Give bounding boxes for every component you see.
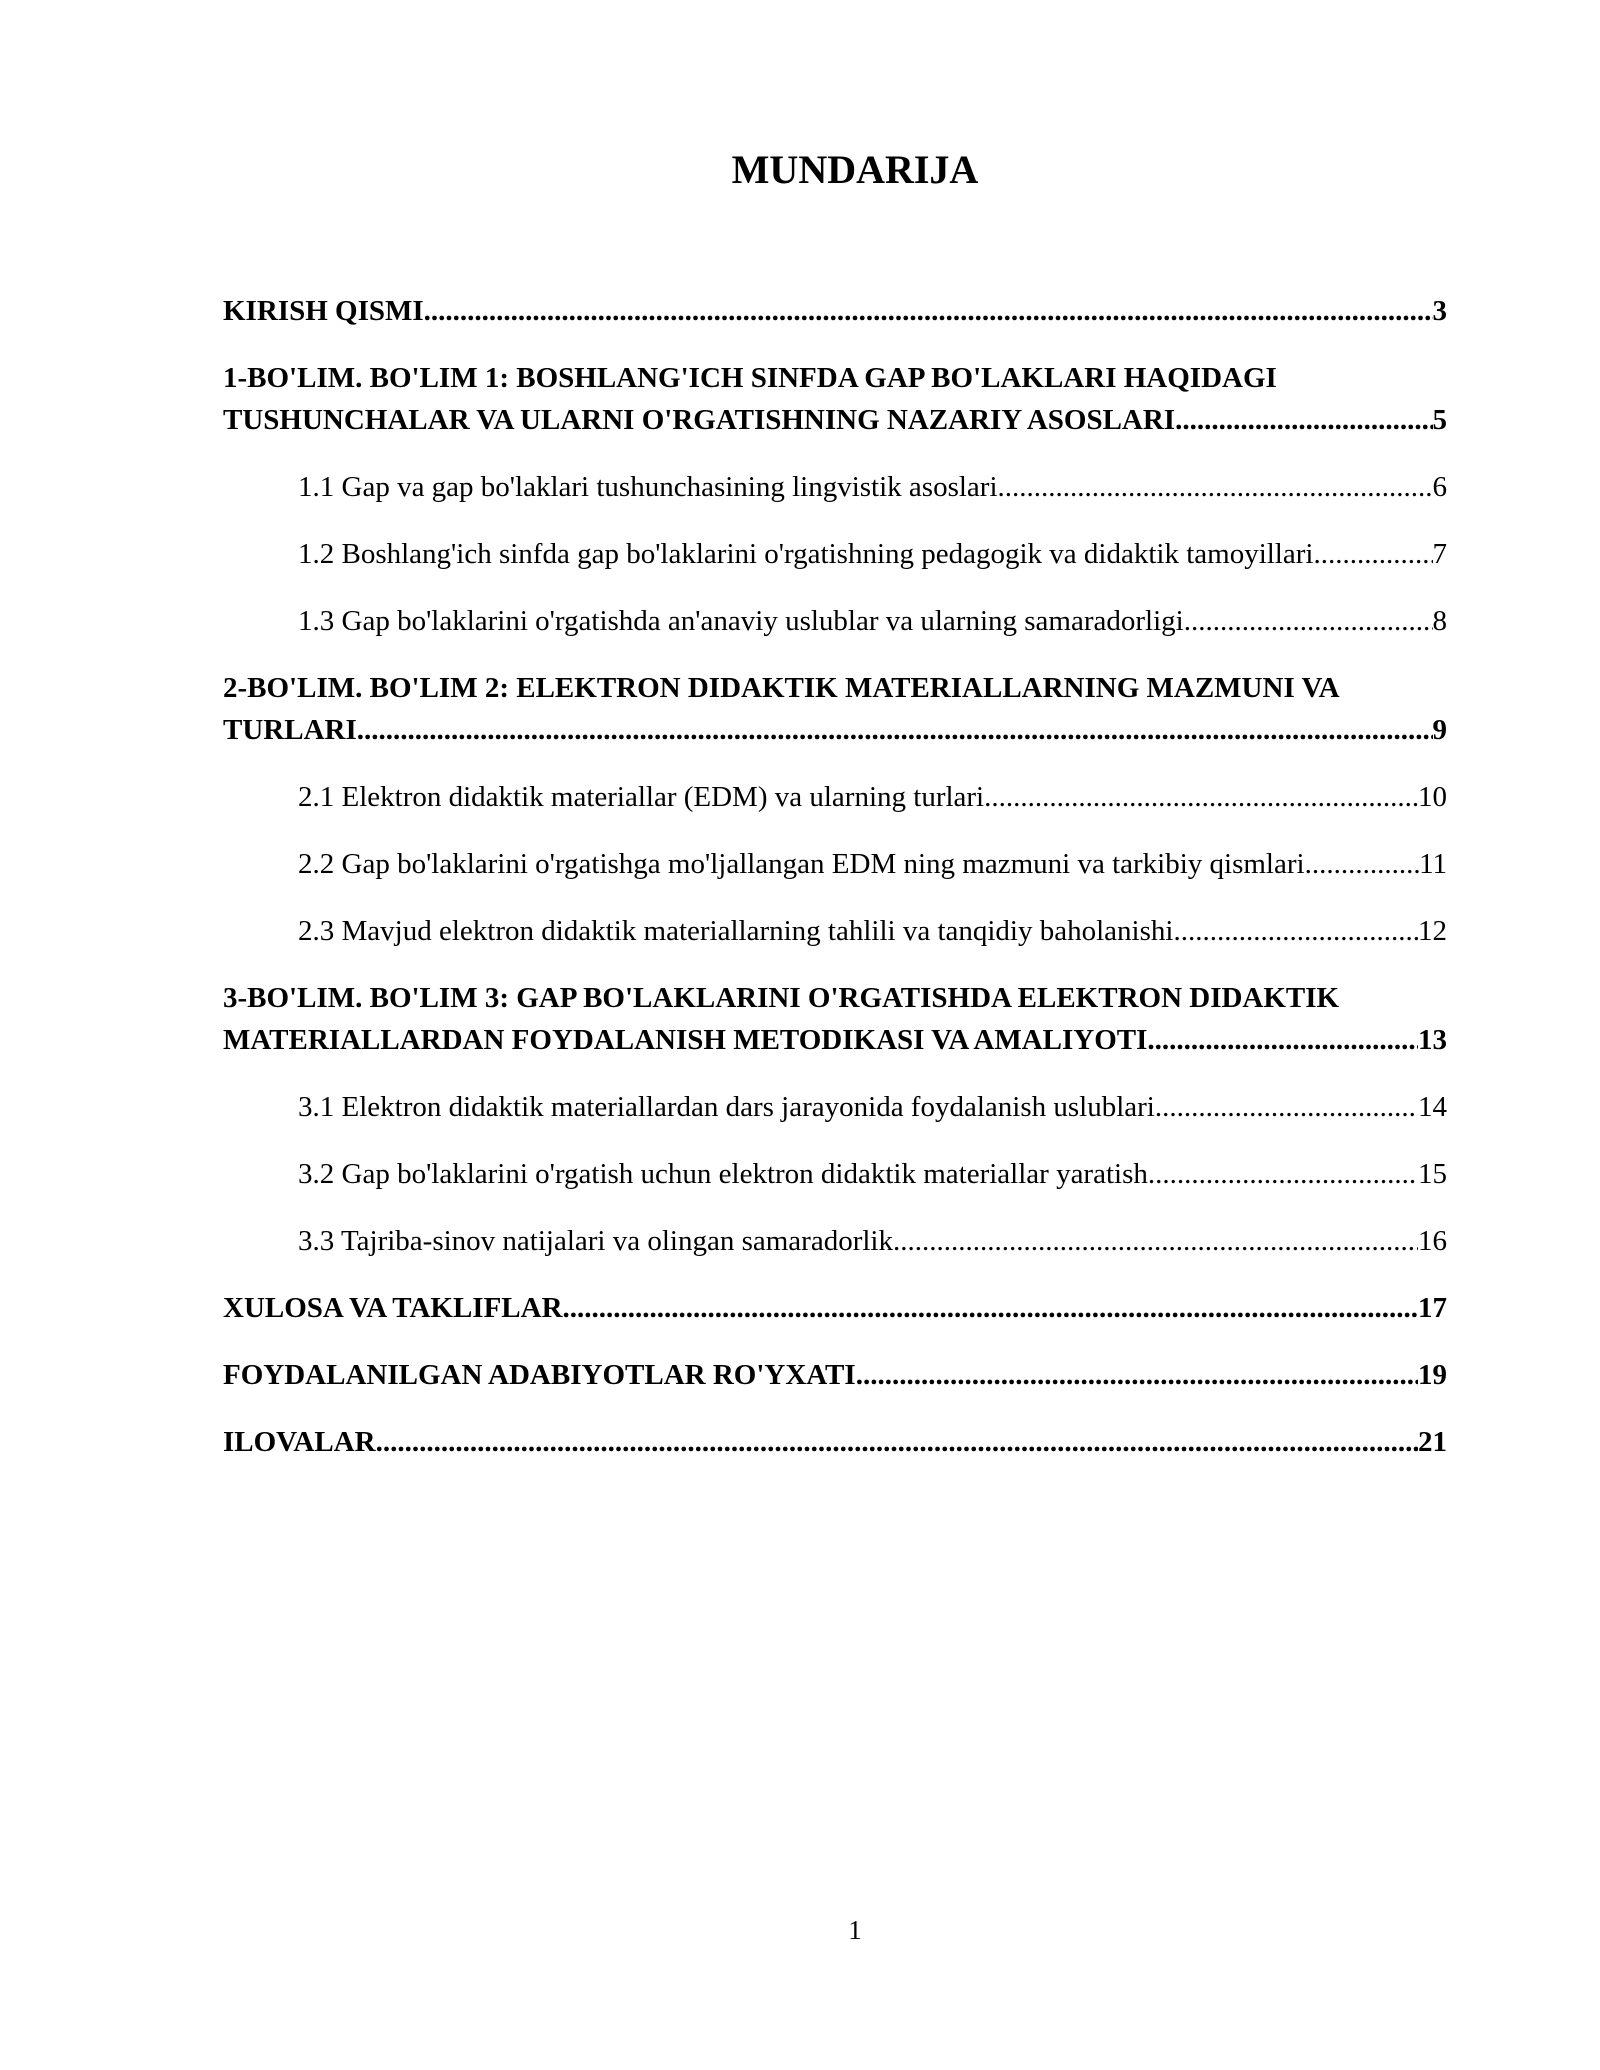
toc-entry-title-line: 1-BO'LIM. BO'LIM 1: BOSHLANG'ICH SINFDA GAP BO'LAKLARI HAQIDAGI [223,362,1277,394]
toc-entry-lines [298,843,1447,885]
toc-subsection-entry[interactable] [223,776,1447,818]
toc-entry-title-line: 2-BO'LIM. BO'LIM 2: ELEKTRON DIDAKTIK MATERIALLARNING MAZMUNI VA [223,672,1340,704]
dot-leader [357,709,1433,751]
table-of-contents [223,290,1447,1488]
dot-leader [424,290,1433,332]
toc-entry-page-number: 7 [1432,538,1447,570]
toc-entry-lines [298,600,1447,642]
toc-entry-page-number: 14 [1418,1091,1447,1123]
toc-section-entry[interactable] [223,977,1447,1061]
dot-leader [1313,533,1432,575]
toc-entry-title: KIRISH QISMI [223,295,424,327]
toc-entry-line [223,399,1447,441]
toc-entry-title: 2.2 Gap bo'laklarini o'rgatishga mo'ljallangan EDM ning mazmuni va tarkibiy qismlari [298,848,1305,880]
toc-entry-page-number: 15 [1418,1158,1447,1190]
toc-entry-title: 3.3 Tajriba-sinov natijalari va olingan samaradorlik [298,1225,893,1257]
toc-entry-title: 3.2 Gap bo'laklarini o'rgatish uchun elektron didaktik materiallar yaratish [298,1158,1148,1190]
toc-entry-title: FOYDALANILGAN ADABIYOTLAR RO'YXATI [223,1359,856,1391]
toc-entry-line [223,1354,1447,1396]
toc-entry-line [298,776,1447,818]
toc-entry-lines [223,1421,1447,1463]
dot-leader [1175,399,1432,441]
toc-entry-lines [298,776,1447,818]
dot-leader [1147,1019,1418,1061]
toc-entry-title: TURLARI [223,714,357,746]
toc-section-entry[interactable] [223,357,1447,441]
toc-subsection-entry[interactable] [223,600,1447,642]
toc-entry-lines [298,1153,1447,1195]
toc-entry-line [223,1421,1447,1463]
dot-leader [1184,600,1433,642]
toc-entry-line [223,290,1447,332]
toc-entry-page-number: 3 [1432,295,1447,327]
toc-entry-page-number: 8 [1432,605,1447,637]
toc-entry-lines [223,1354,1447,1396]
dot-leader [984,776,1418,818]
toc-entry-title: 1.3 Gap bo'laklarini o'rgatishda an'anaviy uslublar va ularning samaradorligi [298,605,1184,637]
toc-subsection-entry[interactable] [223,910,1447,952]
toc-entry-title: 2.3 Mavjud elektron didaktik materiallarning tahlili va tanqidiy baholanishi [298,915,1174,947]
toc-subsection-entry[interactable] [223,1086,1447,1128]
toc-entry-page-number: 5 [1432,404,1447,436]
toc-entry-page-number: 9 [1432,714,1447,746]
toc-entry-line [223,1287,1447,1329]
toc-subsection-entry[interactable] [223,843,1447,885]
toc-entry-lines [223,1287,1447,1329]
toc-entry-title: TUSHUNCHALAR VA ULARNI O'RGATISHNING NAZARIY ASOSLARI [223,404,1176,436]
toc-entry-page-number: 19 [1418,1359,1447,1391]
toc-subsection-entry[interactable] [223,1153,1447,1195]
toc-entry-line [298,910,1447,952]
toc-entry-line [298,466,1447,508]
toc-section-entry[interactable] [223,1354,1447,1396]
toc-entry-lines [298,910,1447,952]
toc-entry-title: 1.1 Gap va gap bo'laklari tushunchasining lingvistik asoslari [298,471,998,503]
toc-entry-title: XULOSA VA TAKLIFLAR [223,1292,563,1324]
toc-entry-lines [298,1086,1447,1128]
toc-entry-line [298,1220,1447,1262]
toc-entry-line [223,1019,1447,1061]
toc-entry-page-number: 13 [1418,1024,1447,1056]
toc-entry-lines [223,667,1447,751]
toc-entry-lines [223,977,1447,1061]
toc-entry-page-number: 16 [1418,1225,1447,1257]
dot-leader [1305,843,1419,885]
toc-entry-page-number: 11 [1419,848,1447,880]
toc-entry-lines [298,466,1447,508]
dot-leader [1148,1153,1418,1195]
toc-section-entry[interactable] [223,1287,1447,1329]
toc-entry-page-number: 10 [1418,781,1447,813]
toc-entry-lines [298,1220,1447,1262]
page-title: MUNDARIJA [731,147,979,192]
dot-leader [563,1287,1418,1329]
toc-subsection-entry[interactable] [223,1220,1447,1262]
toc-entry-title: MATERIALLARDAN FOYDALANISH METODIKASI VA AMALIYOTI [223,1024,1148,1056]
toc-entry-line [298,600,1447,642]
dot-leader [1155,1086,1418,1128]
toc-entry-lines [298,533,1447,575]
toc-entry-title-line: 3-BO'LIM. BO'LIM 3: GAP BO'LAKLARINI O'RGATISHDA ELEKTRON DIDAKTIK [223,982,1340,1014]
toc-entry-line [298,843,1447,885]
toc-entry-title: ILOVALAR [223,1426,376,1458]
page-number: 1 [848,1915,862,1945]
toc-entry-line [298,1086,1447,1128]
toc-entry-line [298,1153,1447,1195]
toc-entry-lines [223,357,1447,441]
toc-entry-page-number: 17 [1418,1292,1447,1324]
dot-leader [856,1354,1418,1396]
dot-leader [1173,910,1418,952]
dot-leader [998,466,1433,508]
toc-entry-page-number: 21 [1418,1426,1447,1458]
toc-entry-lines [223,290,1447,332]
toc-section-entry[interactable] [223,290,1447,332]
toc-entry-line [298,533,1447,575]
toc-entry-title: 2.1 Elektron didaktik materiallar (EDM) va ularning turlari [298,781,985,813]
toc-entry-line [223,709,1447,751]
toc-subsection-entry[interactable] [223,533,1447,575]
toc-entry-title: 1.2 Boshlang'ich sinfda gap bo'laklarini o'rgatishning pedagogik va didaktik tamoyillari [298,538,1314,570]
dot-leader [893,1220,1418,1262]
toc-section-entry[interactable] [223,667,1447,751]
toc-entry-page-number: 12 [1418,915,1447,947]
toc-section-entry[interactable] [223,1421,1447,1463]
toc-entry-page-number: 6 [1432,471,1447,503]
toc-entry-title: 3.1 Elektron didaktik materiallardan dars jarayonida foydalanish uslublari [298,1091,1155,1123]
dot-leader [376,1421,1418,1463]
toc-subsection-entry[interactable] [223,466,1447,508]
